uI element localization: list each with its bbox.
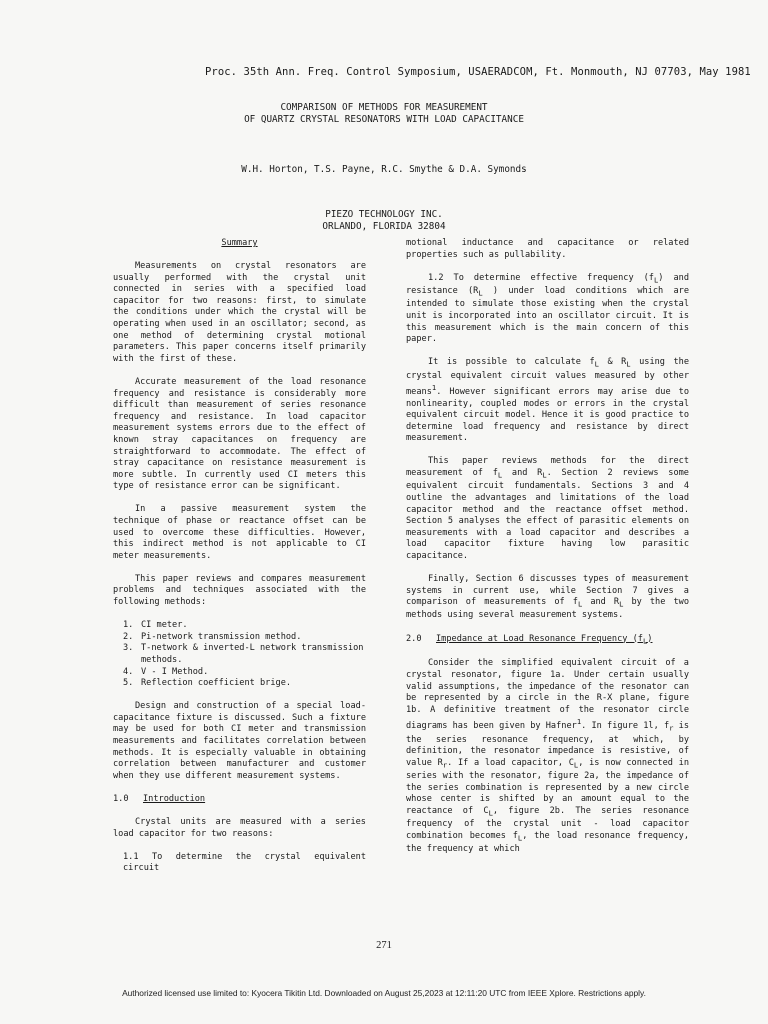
intro-item-1-1: 1.1 To determine the crystal equivalent circuit — [123, 851, 366, 874]
list-item-number: 3. — [123, 643, 134, 654]
summary-heading-text: Summary — [221, 238, 258, 248]
list-item-number: 2. — [123, 631, 134, 642]
summary-paragraph-2: Accurate measurement of the load resonance frequency and resistance is considerably more difficult than measurement of series resonance frequency and resistance. In load capacitor measurement systems errors due to the effect of known stray capacitances on frequency are straightforward to accommodate. The effect of stray capacitance on resistance measurement is more subtle. In currently used CI meters this type of resistance error can be significant. — [113, 376, 366, 492]
section-heading-impedance — [406, 634, 689, 647]
list-item — [123, 643, 366, 666]
title-line-1: COMPARISON OF METHODS FOR MEASUREMENT — [280, 102, 488, 113]
section-number: 1.0 — [113, 793, 129, 804]
right-paragraph-3: It is possible to calculate $f_L$ & $R_L$ using the crystal equivalent circuit values measured by other means$^1$. However significant errors may arise due to nonlinearity, coupled modes or errors in the crystal equivalent circuit model. Hence it is good practice to determine load frequency and resistance by direct measurement. — [406, 357, 689, 444]
intro-paragraph-1: Crystal units are measured with a series load capacitor for two reasons: — [113, 816, 366, 839]
left-column — [113, 238, 366, 875]
intro-item-1-2: 1.2 To determine effective frequency $(f_L)$ and resistance ($R_L$ ) under load conditions which are intended to simulate those existing when the crystal unit is incorporated into an oscillator circuit. It is this measurement which is the main concern of this paper. — [406, 272, 690, 345]
right-column — [406, 238, 689, 856]
page-number: 271 — [376, 940, 392, 951]
authors: W.H. Horton, T.S. Payne, R.C. Smythe & D.A. Symonds — [241, 164, 527, 175]
summary-heading — [113, 238, 366, 250]
section-number: 2.0 — [406, 633, 422, 644]
list-item-number: 5. — [123, 678, 134, 689]
license-footer: Authorized licensed use limited to: Kyocera Tikitin Ltd. Downloaded on August 25,2023 at 12:11:20 UTC from IEEE Xplore. Restrictions apply. — [122, 988, 646, 998]
list-item-text: V - I Method. — [141, 666, 209, 677]
list-item-text: Pi-network transmission method. — [141, 631, 302, 642]
list-item — [123, 620, 366, 632]
title-line-2: OF QUARTZ CRYSTAL RESONATORS WITH LOAD CAPACITANCE — [244, 114, 524, 125]
list-item-number: 4. — [123, 666, 134, 677]
list-item-text: Reflection coefficient brige. — [141, 678, 292, 689]
summary-paragraph-1: Measurements on crystal resonators are usually performed with the crystal unit connected in series with a specified load capacitor for two reasons: first, to simulate the conditions under which the crystal will be operating when used in an oscillator; second, as one method of determining crystal motional parameters. This paper concerns itself primarily with the first of these. — [113, 261, 366, 364]
summary-paragraph-5: Design and construction of a special load-capacitance fixture is discussed. Such a fixture may be used for both CI meter and transmission measurements and facilitates correlation between methods. It is especially valuable in obtaining correlation between manufacturer and customer when they use different measurement systems. — [113, 701, 366, 781]
methods-list — [113, 620, 366, 690]
right-paragraph-4: This paper reviews methods for the direct measurement of $f_L$ and $R_L$. Section 2 reviews some equivalent circuit fundamentals. Sections 3 and 4 outline the advantages and limitations of the load capacitor method and the reactance offset method. Section 5 analyses the effect of parasitic elements on measurements with a load capacitor and describes a load capacitor fixture having low parasitic capacitance. — [406, 456, 689, 561]
affiliation-company: PIEZO TECHNOLOGY INC. — [325, 209, 443, 220]
list-item-text: T-network & inverted-L network transmission methods. — [141, 643, 364, 665]
section-title: Introduction — [143, 793, 206, 804]
list-item — [123, 678, 366, 690]
affiliation-location: ORLANDO, FLORIDA 32804 — [322, 221, 446, 232]
proceedings-header: Proc. 35th Ann. Freq. Control Symposium, USAERADCOM, Ft. Monmouth, NJ 07703, May 1981 — [205, 66, 751, 78]
list-item-text: CI meter. — [141, 620, 188, 631]
section-title: Impedance at Load Resonance Frequency $(f_L)$ — [436, 633, 653, 646]
list-item-number: 1. — [123, 620, 134, 631]
affiliation — [0, 209, 768, 233]
right-paragraph-5: Finally, Section 6 discusses types of measurement systems in current use, while Section 7 gives a comparison of measurements of $f_L$ and $R_L$ by the two methods using several measurement systems. — [406, 573, 689, 621]
list-item — [123, 667, 366, 679]
section-heading-introduction — [113, 794, 366, 806]
section2-paragraph-1: Consider the simplified equivalent circuit of a crystal resonator, figure 1a. Under certain usually valid assumptions, the impedance of the resonator can be represented by a circle in the R-X plane, figure 1b. A definitive treatment of the resonator circle diagrams has been given by Hafner$^1$. In figure 1l, $f_r$ is the series resonance frequency, at which, by definition, the resonator impedance is resistive, of value $R_r$. If a load capacitor, $C_L$, is now connected in series with the resonator, figure 2a, the impedance of the series combination is represented by a new circle whose center is shifted by an amount equal to the reactance of $C_L$, figure 2b. The series resonance frequency of the crystal unit - load capacitor combination becomes $f_L$, the load resonance frequency, the frequency at which — [406, 658, 690, 855]
list-item — [123, 632, 366, 644]
summary-paragraph-4: This paper reviews and compares measurement problems and techniques associated with the following methods: — [113, 573, 366, 608]
paper-title — [0, 102, 768, 126]
summary-paragraph-3: In a passive measurement system the technique of phase or reactance offset can be used to overcome these difficulties. However, this indirect method is not applicable to CI meter measurements. — [113, 504, 366, 561]
right-paragraph-1: motional inductance and capacitance or related properties such as pullability. — [406, 238, 689, 260]
